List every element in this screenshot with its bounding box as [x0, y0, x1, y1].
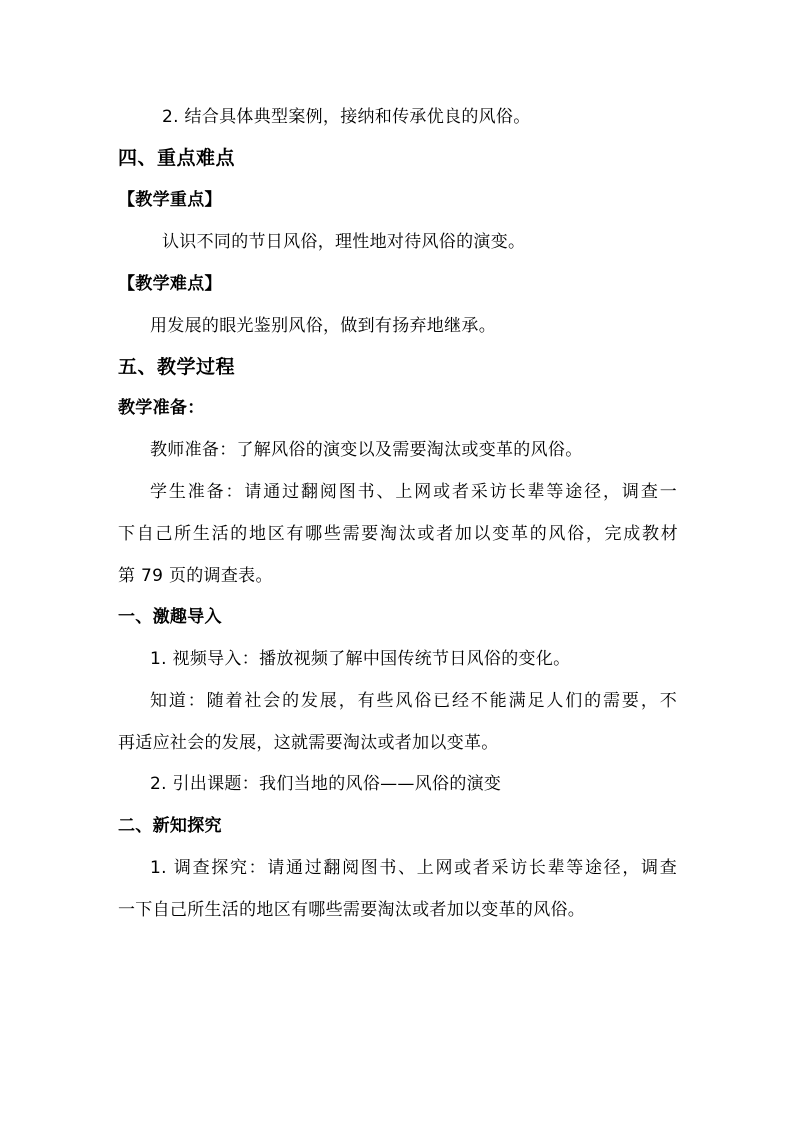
student-preparation-line-2: 下自己所生活的地区有哪些需要淘汰或者加以变革的风俗，完成教材	[118, 524, 678, 544]
student-preparation-line-3: 第 79 页的调查表。	[118, 566, 273, 586]
topic-introduction: 2. 引出课题：我们当地的风俗——风俗的演变	[150, 774, 502, 794]
know-line-1: 知道：随着社会的发展，有些风俗已经不能满足人们的需要，不	[150, 691, 677, 711]
part-heading-introduction: 一、激趣导入	[118, 607, 222, 627]
teaching-difficulty-label: 【教学难点】	[118, 274, 222, 294]
teaching-focus-label: 【教学重点】	[118, 190, 222, 210]
student-preparation-line-1: 学生准备：请通过翻阅图书、上网或者采访长辈等途径，调查一	[150, 482, 677, 502]
section-heading-key-points: 四、重点难点	[118, 147, 236, 169]
video-introduction: 1. 视频导入：播放视频了解中国传统节日风俗的变化。	[150, 649, 571, 669]
survey-line-2: 一下自己所生活的地区有哪些需要淘汰或者加以变革的风俗。	[118, 900, 586, 920]
preparation-label: 教学准备：	[118, 398, 205, 418]
part-heading-new-knowledge: 二、新知探究	[118, 816, 222, 836]
survey-line-1: 1. 调查探究：请通过翻阅图书、上网或者采访长辈等途径，调查	[150, 858, 677, 878]
objective-2: 2. 结合具体典型案例，接纳和传承优良的风俗。	[162, 107, 531, 127]
teaching-focus-text: 认识不同的节日风俗，理性地对待风俗的演变。	[162, 232, 526, 252]
teacher-preparation: 教师准备：了解风俗的演变以及需要淘汰或变革的风俗。	[150, 440, 583, 460]
know-line-2: 再适应社会的发展，这就需要淘汰或者加以变革。	[118, 733, 499, 753]
section-heading-process: 五、教学过程	[118, 356, 236, 378]
teaching-difficulty-text: 用发展的眼光鉴别风俗，做到有扬弃地继承。	[150, 316, 496, 336]
